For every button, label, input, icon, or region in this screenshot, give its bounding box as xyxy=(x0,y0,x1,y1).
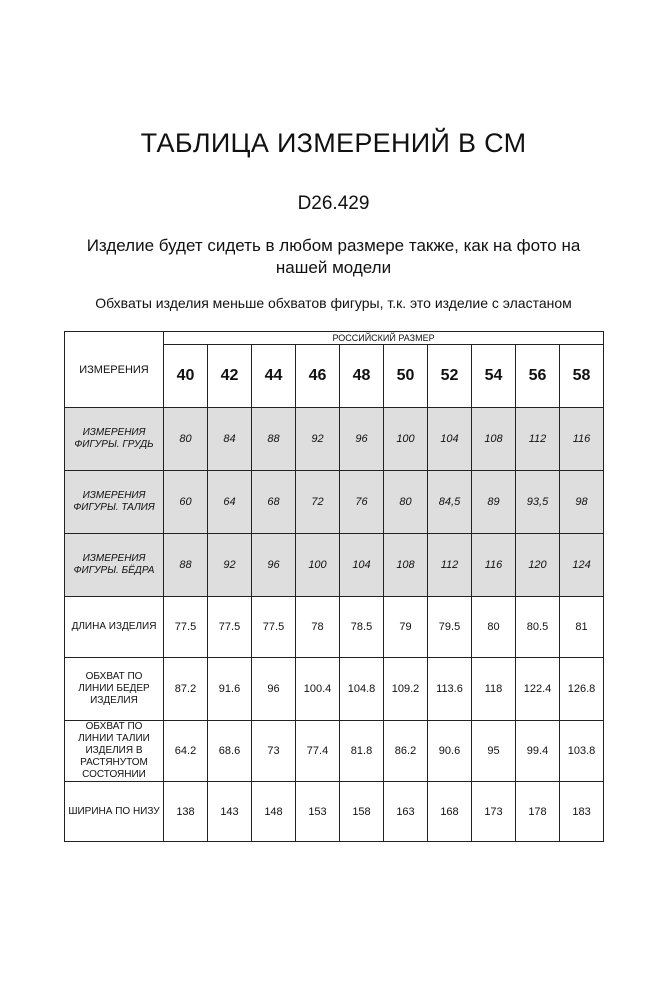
table-cell: 77.5 xyxy=(252,597,296,658)
row-label: ДЛИНА ИЗДЕЛИЯ xyxy=(65,597,164,658)
table-cell: 126.8 xyxy=(560,658,604,721)
table-cell: 108 xyxy=(384,534,428,597)
table-cell: 100 xyxy=(296,534,340,597)
size-cell: 54 xyxy=(472,345,516,408)
table-cell: 91.6 xyxy=(208,658,252,721)
table-cell: 112 xyxy=(516,408,560,471)
table-cell: 60 xyxy=(164,471,208,534)
table-cell: 93,5 xyxy=(516,471,560,534)
row-label: ИЗМЕРЕНИЯ ФИГУРЫ. БЁДРА xyxy=(65,534,164,597)
product-code: D26.429 xyxy=(297,193,370,214)
table-cell: 173 xyxy=(472,782,516,842)
table-cell: 100 xyxy=(384,408,428,471)
table-cell: 92 xyxy=(208,534,252,597)
table-cell: 108 xyxy=(472,408,516,471)
table-row xyxy=(65,597,604,658)
row-label: ШИРИНА ПО НИЗУ xyxy=(65,782,164,842)
table-cell: 80 xyxy=(164,408,208,471)
size-table xyxy=(64,331,604,842)
table-cell: 158 xyxy=(340,782,384,842)
table-cell: 77.4 xyxy=(296,721,340,782)
table-cell: 98 xyxy=(560,471,604,534)
table-cell: 81 xyxy=(560,597,604,658)
table-cell: 88 xyxy=(164,534,208,597)
table-cell: 122.4 xyxy=(516,658,560,721)
table-cell: 80 xyxy=(384,471,428,534)
table-cell: 96 xyxy=(252,658,296,721)
page-title: ТАБЛИЦА ИЗМЕРЕНИЙ В СМ xyxy=(140,128,527,158)
table-cell: 68.6 xyxy=(208,721,252,782)
table-cell: 100.4 xyxy=(296,658,340,721)
table-cell: 72 xyxy=(296,471,340,534)
table-cell: 124 xyxy=(560,534,604,597)
table-cell: 143 xyxy=(208,782,252,842)
row-label: ИЗМЕРЕНИЯ ФИГУРЫ. ТАЛИЯ xyxy=(65,471,164,534)
table-cell: 64 xyxy=(208,471,252,534)
table-cell: 104 xyxy=(340,534,384,597)
table-cell: 96 xyxy=(252,534,296,597)
table-cell: 79 xyxy=(384,597,428,658)
table-cell: 78.5 xyxy=(340,597,384,658)
table-cell: 73 xyxy=(252,721,296,782)
size-cell: 48 xyxy=(340,345,384,408)
table-row xyxy=(65,658,604,721)
size-cell: 58 xyxy=(560,345,604,408)
table-cell: 104 xyxy=(428,408,472,471)
size-cell: 42 xyxy=(208,345,252,408)
table-cell: 118 xyxy=(472,658,516,721)
elastane-note: Обхваты изделия меньше обхватов фигуры, т.к. это изделие с эластаном xyxy=(95,295,572,311)
table-cell: 183 xyxy=(560,782,604,842)
table-cell: 96 xyxy=(340,408,384,471)
table-row xyxy=(65,721,604,782)
table-cell: 92 xyxy=(296,408,340,471)
size-cell: 50 xyxy=(384,345,428,408)
table-cell: 95 xyxy=(472,721,516,782)
table-cell: 104.8 xyxy=(340,658,384,721)
table-cell: 138 xyxy=(164,782,208,842)
row-label: ОБХВАТ ПО ЛИНИИ ТАЛИИ ИЗДЕЛИЯ В РАСТЯНУТОМ СОСТОЯНИИ xyxy=(65,721,164,782)
table-cell: 76 xyxy=(340,471,384,534)
table-cell: 168 xyxy=(428,782,472,842)
table-cell: 116 xyxy=(472,534,516,597)
table-cell: 86.2 xyxy=(384,721,428,782)
table-row xyxy=(65,471,604,534)
measurements-header: ИЗМЕРЕНИЯ xyxy=(65,332,164,408)
table-row xyxy=(65,408,604,471)
table-cell: 87.2 xyxy=(164,658,208,721)
size-cell: 56 xyxy=(516,345,560,408)
size-cell: 46 xyxy=(296,345,340,408)
table-cell: 79.5 xyxy=(428,597,472,658)
row-label: ИЗМЕРЕНИЯ ФИГУРЫ. ГРУДЬ xyxy=(65,408,164,471)
table-cell: 80 xyxy=(472,597,516,658)
table-row xyxy=(65,534,604,597)
table-cell: 120 xyxy=(516,534,560,597)
table-cell: 84 xyxy=(208,408,252,471)
table-cell: 84,5 xyxy=(428,471,472,534)
size-cell: 40 xyxy=(164,345,208,408)
size-cell: 52 xyxy=(428,345,472,408)
fit-note: Изделие будет сидеть в любом размере также, как на фото на нашей модели xyxy=(86,236,581,277)
row-label: ОБХВАТ ПО ЛИНИИ БЕДЕР ИЗДЕЛИЯ xyxy=(65,658,164,721)
table-cell: 112 xyxy=(428,534,472,597)
table-cell: 77.5 xyxy=(208,597,252,658)
table-cell: 88 xyxy=(252,408,296,471)
table-cell: 116 xyxy=(560,408,604,471)
table-cell: 153 xyxy=(296,782,340,842)
table-row xyxy=(65,782,604,842)
table-cell: 68 xyxy=(252,471,296,534)
table-cell: 109.2 xyxy=(384,658,428,721)
table-cell: 77.5 xyxy=(164,597,208,658)
table-cell: 113.6 xyxy=(428,658,472,721)
table-cell: 99.4 xyxy=(516,721,560,782)
table-cell: 103.8 xyxy=(560,721,604,782)
table-cell: 178 xyxy=(516,782,560,842)
table-cell: 80.5 xyxy=(516,597,560,658)
table-cell: 148 xyxy=(252,782,296,842)
table-cell: 90.6 xyxy=(428,721,472,782)
size-system-header: РОССИЙСКИЙ РАЗМЕР xyxy=(164,332,604,345)
table-cell: 64.2 xyxy=(164,721,208,782)
table-cell: 89 xyxy=(472,471,516,534)
size-cell: 44 xyxy=(252,345,296,408)
table-cell: 81.8 xyxy=(340,721,384,782)
table-cell: 78 xyxy=(296,597,340,658)
table-cell: 163 xyxy=(384,782,428,842)
